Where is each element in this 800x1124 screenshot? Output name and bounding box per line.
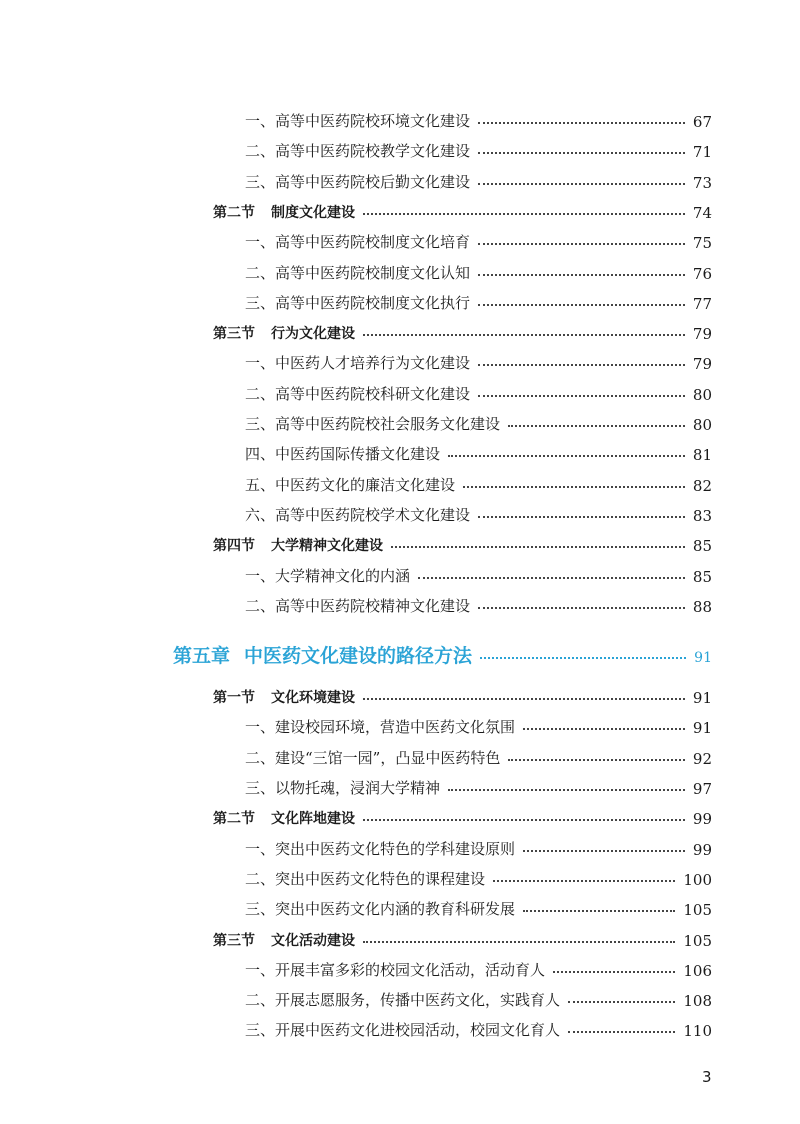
toc-entry-text: 三、高等中医药院校制度文化执行	[245, 294, 471, 312]
toc-entry-text: 三、以物托魂，浸润大学精神	[245, 779, 441, 797]
toc-entry-text: 文化环境建设	[271, 690, 355, 706]
dot-leader	[478, 183, 685, 185]
toc-entry-text: 四、中医药国际传播文化建设	[245, 445, 441, 463]
toc-entry-title	[245, 383, 470, 404]
toc-entry-text: 一、建设校园环境，营造中医药文化氛围	[245, 718, 516, 736]
toc-page-number: 79	[692, 355, 712, 373]
toc-entry-title	[245, 262, 470, 283]
toc-entry-title	[245, 413, 500, 434]
toc-entry-text: 三、开展中医药文化进校园活动，校园文化育人	[245, 1021, 561, 1039]
dot-leader	[493, 880, 675, 882]
toc-page-number: 105	[683, 901, 712, 919]
toc-entry-text: 五、中医药文化的廉洁文化建设	[245, 476, 456, 494]
toc-entry-title	[245, 292, 470, 313]
dot-leader	[480, 657, 686, 659]
toc-page-number: 91	[694, 650, 712, 666]
toc-chapter[interactable]	[173, 640, 712, 668]
toc-item[interactable]	[245, 986, 712, 1010]
toc-section[interactable]	[213, 319, 712, 343]
toc-page-number: 76	[692, 265, 712, 283]
toc-item[interactable]	[245, 380, 712, 404]
toc-page-number: 67	[692, 113, 712, 131]
toc-page-number: 82	[692, 477, 712, 495]
toc-item[interactable]	[245, 592, 712, 616]
toc-entry-title	[173, 641, 472, 668]
dot-leader	[448, 789, 685, 791]
toc-entry-title	[245, 838, 515, 859]
dot-leader	[363, 941, 675, 943]
toc-page-number: 71	[692, 143, 712, 161]
toc-item[interactable]	[245, 440, 712, 464]
toc-entry-text: 一、中医药人才培养行为文化建设	[245, 354, 471, 372]
toc-item[interactable]	[245, 956, 712, 980]
toc-entry-title	[245, 352, 470, 373]
toc-page-number: 77	[692, 295, 712, 313]
toc-page-number: 99	[692, 810, 712, 828]
toc-entry-text: 一、突出中医药文化特色的学科建设原则	[245, 840, 516, 858]
toc-entry-number: 第三节	[213, 326, 255, 342]
toc-entry-text: 行为文化建设	[271, 326, 355, 342]
toc-entry-title	[245, 898, 515, 919]
toc-entry-title	[245, 504, 470, 525]
toc-page-number: 110	[683, 1022, 712, 1040]
toc-entry-text: 文化活动建设	[271, 933, 355, 949]
toc-page-number: 91	[692, 719, 712, 737]
toc-page-number: 83	[692, 507, 712, 525]
toc-entry-title	[245, 716, 515, 737]
toc-page-number: 85	[692, 537, 712, 555]
dot-leader	[363, 698, 685, 700]
toc-item[interactable]	[245, 865, 712, 889]
toc-entry-title	[245, 868, 485, 889]
dot-leader	[478, 395, 685, 397]
toc-entry-title	[213, 808, 355, 828]
toc-page-number: 75	[692, 234, 712, 252]
toc-entry-text: 二、开展志愿服务，传播中医药文化，实践育人	[245, 991, 561, 1009]
dot-leader	[478, 274, 685, 276]
dot-leader	[568, 1031, 675, 1033]
dot-leader	[363, 213, 685, 215]
toc-entry-number: 第二节	[213, 811, 255, 827]
toc-entry-title	[245, 989, 560, 1010]
toc-entry-title	[245, 747, 500, 768]
toc-entry-text: 二、高等中医药院校教学文化建设	[245, 142, 471, 160]
toc-page-number: 105	[683, 932, 712, 950]
toc-entry-title	[213, 202, 355, 222]
dot-leader	[568, 1001, 675, 1003]
toc-item[interactable]	[245, 168, 712, 192]
toc-entry-title	[245, 171, 470, 192]
toc-entry-title	[245, 140, 470, 161]
toc-item[interactable]	[245, 895, 712, 919]
toc-entry-text: 一、高等中医药院校环境文化建设	[245, 112, 471, 130]
toc-item[interactable]	[245, 289, 712, 313]
toc-page-number: 80	[692, 386, 712, 404]
toc-item[interactable]	[245, 349, 712, 373]
toc-page-number: 88	[692, 598, 712, 616]
toc-entry-text: 中医药文化建设的路径方法	[244, 645, 473, 667]
toc-entry-title	[245, 1019, 560, 1040]
dot-leader	[478, 607, 685, 609]
dot-leader	[418, 577, 685, 579]
toc-entry-number: 第一节	[213, 690, 255, 706]
dot-leader	[478, 152, 685, 154]
dot-leader	[363, 334, 685, 336]
dot-leader	[478, 122, 685, 124]
dot-leader	[478, 304, 685, 306]
toc-item[interactable]	[245, 137, 712, 161]
toc-item[interactable]	[245, 410, 712, 434]
toc-entry-text: 六、高等中医药院校学术文化建设	[245, 506, 471, 524]
toc-entry-title	[245, 443, 440, 464]
dot-leader	[391, 546, 685, 548]
dot-leader	[508, 425, 685, 427]
toc-entry-text: 一、开展丰富多彩的校园文化活动，活动育人	[245, 961, 546, 979]
toc-section[interactable]	[213, 531, 712, 555]
dot-leader	[448, 455, 685, 457]
toc-entry-text: 二、高等中医药院校制度文化认知	[245, 264, 471, 282]
toc-item[interactable]	[245, 774, 712, 798]
toc-entry-text: 一、高等中医药院校制度文化培育	[245, 233, 471, 251]
dot-leader	[363, 819, 685, 821]
toc-page-number: 108	[683, 992, 712, 1010]
toc-entry-number: 第三节	[213, 933, 255, 949]
toc-entry-text: 制度文化建设	[271, 205, 355, 221]
toc-entry-text: 三、突出中医药文化内涵的教育科研发展	[245, 900, 516, 918]
toc-entry-number: 第四节	[213, 538, 255, 554]
dot-leader	[523, 910, 675, 912]
toc-entry-title	[213, 930, 355, 950]
toc-entry-title	[213, 535, 383, 555]
toc-section[interactable]	[213, 926, 712, 950]
dot-leader	[478, 516, 685, 518]
dot-leader	[508, 759, 685, 761]
toc-page-number: 79	[692, 325, 712, 343]
toc-item[interactable]	[245, 471, 712, 495]
dot-leader	[478, 243, 685, 245]
toc-item[interactable]	[245, 744, 712, 768]
toc-page-number: 91	[692, 689, 712, 707]
toc-entry-number: 第二节	[213, 205, 255, 221]
dot-leader	[463, 486, 685, 488]
toc-item[interactable]	[245, 1016, 712, 1040]
toc-page-number: 100	[683, 871, 712, 889]
toc-page-number: 73	[692, 174, 712, 192]
toc-section[interactable]	[213, 683, 712, 707]
toc-entry-text: 三、高等中医药院校后勤文化建设	[245, 173, 471, 191]
toc-entry-title	[245, 595, 470, 616]
toc-entry-title	[213, 323, 355, 343]
toc-entry-title	[245, 565, 410, 586]
toc-entry-title	[245, 777, 440, 798]
toc-entry-text: 三、高等中医药院校社会服务文化建设	[245, 415, 501, 433]
toc-entry-text: 一、大学精神文化的内涵	[245, 567, 411, 585]
dot-leader	[523, 728, 685, 730]
toc-item[interactable]	[245, 259, 712, 283]
toc-entry-title	[245, 110, 470, 131]
toc-entry-text: 二、高等中医药院校精神文化建设	[245, 597, 471, 615]
toc-entry-title	[245, 474, 455, 495]
toc-entry-text: 二、突出中医药文化特色的课程建设	[245, 870, 486, 888]
toc-item[interactable]	[245, 713, 712, 737]
toc-page-number: 80	[692, 416, 712, 434]
dot-leader	[523, 850, 685, 852]
toc-entry-title	[213, 687, 355, 707]
toc-page-number: 97	[692, 780, 712, 798]
toc-item[interactable]	[245, 228, 712, 252]
dot-leader	[553, 971, 675, 973]
toc-entry-text: 二、高等中医药院校科研文化建设	[245, 385, 471, 403]
toc-page-number: 99	[692, 841, 712, 859]
toc-section[interactable]	[213, 804, 712, 828]
toc-entry-text: 大学精神文化建设	[271, 538, 383, 554]
toc-item[interactable]	[245, 835, 712, 859]
toc-page-number: 106	[683, 962, 712, 980]
toc-item[interactable]	[245, 107, 712, 131]
toc-item[interactable]	[245, 562, 712, 586]
toc-section[interactable]	[213, 198, 712, 222]
toc-entry-title	[245, 959, 545, 980]
toc-page-number: 81	[692, 446, 712, 464]
page-number: 3	[702, 1068, 712, 1086]
toc-page-number: 74	[692, 204, 712, 222]
toc-entry-title	[245, 231, 470, 252]
toc-item[interactable]	[245, 501, 712, 525]
toc-entry-text: 二、建设“三馆一园”，凸显中医药特色	[245, 749, 501, 767]
toc-page-number: 85	[692, 568, 712, 586]
toc-entry-text: 文化阵地建设	[271, 811, 355, 827]
toc-page-number: 92	[692, 750, 712, 768]
toc-entry-number: 第五章	[173, 645, 231, 667]
dot-leader	[478, 364, 685, 366]
